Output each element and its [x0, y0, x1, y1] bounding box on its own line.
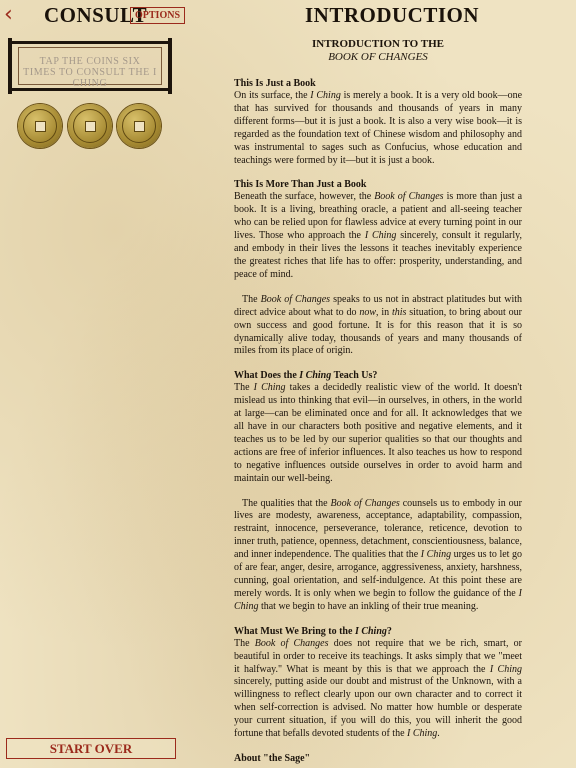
coin-3-icon[interactable]	[117, 104, 161, 148]
instruction-text: TAP THE COINS SIX TIMES TO CONSULT THE I CHING	[23, 56, 157, 89]
coin-1-icon[interactable]	[18, 104, 62, 148]
chevron-left-icon: ‹	[4, 2, 13, 27]
section-heading-what-we-bring: What Must We Bring to the I Ching?	[234, 625, 392, 637]
paragraph: On its surface, the I Ching is merely a book. It is a very old book—one that has survived for thousands and thousands of years in many different forms—but it is just a book. It is also a very wise book—it is regarded as the foundation text of Chinese wisdom and philosophy and was instrumental to sages such as Confucius, whose education and teachings were formed by it—but it is just a book.	[234, 90, 522, 166]
scroll-bar-top	[8, 41, 172, 44]
paragraph: The Book of Changes does not require that we be rich, smart, or beautiful in order to receive its teachings. It asks simply that we "meet it halfway." What is meant by this is that we approach the I Ching sincerely, putting aside our doubt and mistrust of the Unknown, with a willingness to reflect clearly upon our own character and to correct it when self-correction is advised. No matter how humble or desperate your current situation, if you will do this, you will inherit the good fortune that befalls devoted students of the I Ching.	[234, 637, 522, 740]
article-title-line1: INTRODUCTION TO THE	[311, 38, 445, 50]
paragraph: The Book of Changes speaks to us not in abstract platitudes but with direct advice about what to do now, in this situation, to bring about our own success and good fortune. It is for this reason that it is so dynamically alive today, thousands of years and many thousands of miles from its place of origin.	[234, 293, 522, 357]
coin-group	[18, 104, 168, 150]
introduction-article[interactable]	[234, 38, 522, 768]
scroll-rod-left	[8, 38, 12, 94]
consult-title: CONSULT	[44, 3, 148, 27]
introduction-title: INTRODUCTION	[305, 3, 480, 27]
start-over-button[interactable]: START OVER	[6, 738, 176, 759]
options-button[interactable]: OPTIONS	[130, 7, 185, 24]
section-heading-about-the-sage: About "the Sage"	[234, 752, 311, 764]
paragraph: The I Ching takes a decidedly realistic view of the world. It doesn't mislead us into thinking that evil—in ourselves, in others, in the world at large—can be eliminated once and for all. It acknowledges that we all have in our characters both positive and negative elements, and it teaches us to be led by our superior qualities so that our thoughts and actions are free of inferior influences. It also teaches us how to respond to negative influences outside ourselves in order to avoid harm and maintain our well-being.	[234, 382, 522, 484]
article-title-line2: BOOK OF CHANGES	[328, 51, 428, 63]
section-heading-just-a-book: This Is Just a Book	[234, 78, 316, 89]
paragraph: The qualities that the Book of Changes counsels us to embody in our lives are modesty, awareness, acceptance, adaptability, compassion, restraint, innocence, perseverance, tolerance, reticence, devotion to inner truth, patience, openness, detachment, conscientiousness, balance, and inner independence. The qualities that the I Ching urges us to let go of are fear, anger, desire, arrogance, aggressiveness, anxiety, harshness, cunning, goal orientation, and self-indulgence. At this point these are merely words. It is only when we begin to follow the guidance of the I Ching that we begin to have an inkling of their true meaning.	[234, 497, 522, 612]
section-heading-more-than-a-book: This Is More Than Just a Book	[234, 179, 367, 191]
top-bar	[0, 0, 576, 30]
article-heading	[234, 38, 522, 64]
back-button[interactable]	[4, 4, 22, 26]
scroll-rod-right	[168, 38, 172, 94]
paragraph: Beneath the surface, however, the Book of Changes is more than just a book. It is a living, breathing oracle, a patient and all-seeing teacher who can be relied upon for flawless advice at every turning point in our lives. Those who approach the I Ching sincerely, consult it regularly, and embody in their lives the lessons it teaches inevitably experience the greatest riches that life has to offer: prosperity, understanding, and peace of mind.	[234, 191, 522, 280]
coin-2-icon[interactable]	[68, 104, 112, 148]
instruction-scroll	[8, 38, 172, 94]
section-heading-what-it-teaches: What Does the I Ching Teach Us?	[234, 370, 378, 382]
